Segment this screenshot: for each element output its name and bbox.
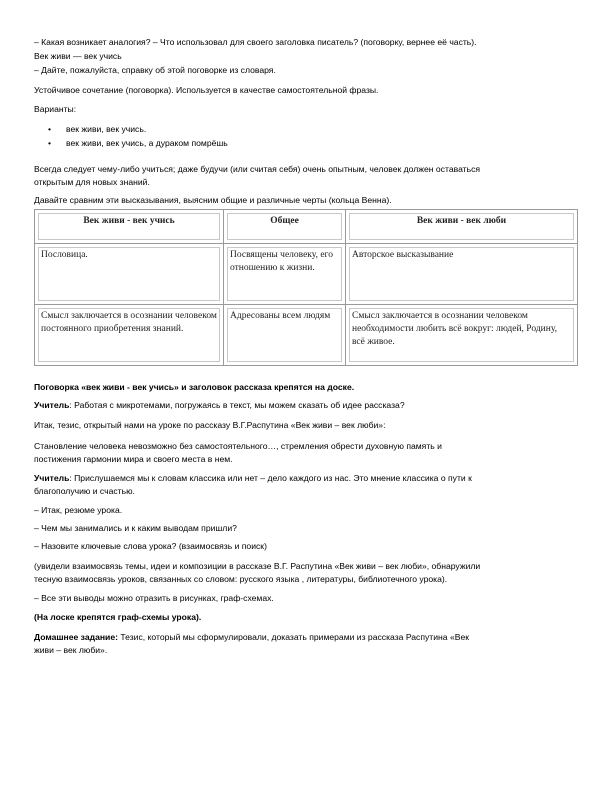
answer-line-2: тесную взаимосвязь уроков, связанных со словом: русского языка , литературы, библиотечного урока). [34, 574, 448, 584]
column-header: Век живи - век учись [35, 210, 224, 244]
table-header-row [35, 210, 578, 244]
meaning-line-1: Всегда следует чему-либо учиться; даже будучи (или считая себя) очень опытным, человек должен оставаться [34, 164, 481, 174]
thesis-line-2: постижения гармонии мира и своего места в нем. [34, 454, 233, 464]
thesis-line-1: Становление человека невозможно без самостоятельного…, стремления обрести духовную память и [34, 441, 442, 451]
homework-line-1: Домашнее задание: Тезис, который мы сформулировали, доказать примерами из рассказа Распутина «Век [34, 632, 470, 642]
dictionary-request: – Дайте, пожалуйста, справку об этой поговорке из словаря. [34, 65, 276, 75]
table-cell: Авторское высказывание [346, 244, 578, 305]
table-cell: Смысл заключается в осознании человеком необходимости любить всё вокруг: людей, Родину, всё живое. [346, 305, 578, 366]
speaker-label: Учитель [34, 473, 70, 483]
schemes-note: (На лоске крепятся граф-схемы урока). [34, 612, 202, 622]
meaning-line-2: открытым для новых знаний. [34, 177, 150, 187]
teacher-remark-2: благополучию и счастью. [34, 486, 135, 496]
teacher-remark-1: Учитель: Прислушаемся мы к словам классика или нет – дело каждого из нас. Это мнение классика о пути к [34, 473, 472, 483]
summary-line: – Итак, резюме урока. [34, 505, 123, 515]
bullet-icon: • [48, 138, 52, 148]
homework-line-2: живи – век люби». [34, 645, 108, 655]
keywords-line: – Назовите ключевые слова урока? (взаимосвязь и поиск) [34, 541, 267, 551]
comparison-table [34, 209, 578, 366]
variants-heading: Варианты: [34, 104, 77, 114]
column-header: Век живи - век люби [346, 210, 578, 244]
proverb-line: Век живи — век учись [34, 51, 122, 61]
table-row [35, 244, 578, 305]
variant-text: век живи, век учись, а дураком помрёшь [66, 138, 228, 148]
table-cell: Адресованы всем людям [224, 305, 346, 366]
teacher-question: Учитель: Работая с микротемами, погружаясь в текст, мы можем сказать об идее рассказа? [34, 400, 405, 410]
compare-instruction: Давайте сравним эти высказывания, выясним общие и различные черты (кольца Венна). [34, 195, 392, 205]
variant-text: век живи, век учись. [66, 124, 147, 134]
board-note: Поговорка «век живи - век учись» и заголовок рассказа крепятся на доске. [34, 382, 355, 392]
column-header: Общее [224, 210, 346, 244]
homework-label: Домашнее задание: [34, 632, 118, 642]
list-item [48, 137, 228, 149]
list-item [48, 123, 147, 135]
table-row [35, 305, 578, 366]
question-line: – Чем мы занимались и к каким выводам пришли? [34, 523, 237, 533]
table-cell: Посвящены человеку, его отношению к жизни. [224, 244, 346, 305]
bullet-icon: • [48, 124, 52, 134]
table-cell: Пословица. [35, 244, 224, 305]
answer-line-1: (увидели взаимосвязь темы, идеи и композиции в рассказе В.Г. Распутина «Век живи – век люби», обнаружили [34, 561, 481, 571]
definition-line: Устойчивое сочетание (поговорка). Используется в качестве самостоятельной фразы. [34, 85, 379, 95]
conclusions-line: – Все эти выводы можно отразить в рисунках, граф-схемах. [34, 593, 274, 603]
speaker-label: Учитель [34, 400, 70, 410]
thesis-intro: Итак, тезис, открытый нами на уроке по рассказу В.Г.Распутина «Век живи – век люби»: [34, 420, 386, 430]
table-cell: Смысл заключается в осознании человеком постоянного приобретения знаний. [35, 305, 224, 366]
intro-question: – Какая возникает аналогия? – Что использовал для своего заголовка писатель? (поговорку, вернее её часть). [34, 37, 477, 47]
